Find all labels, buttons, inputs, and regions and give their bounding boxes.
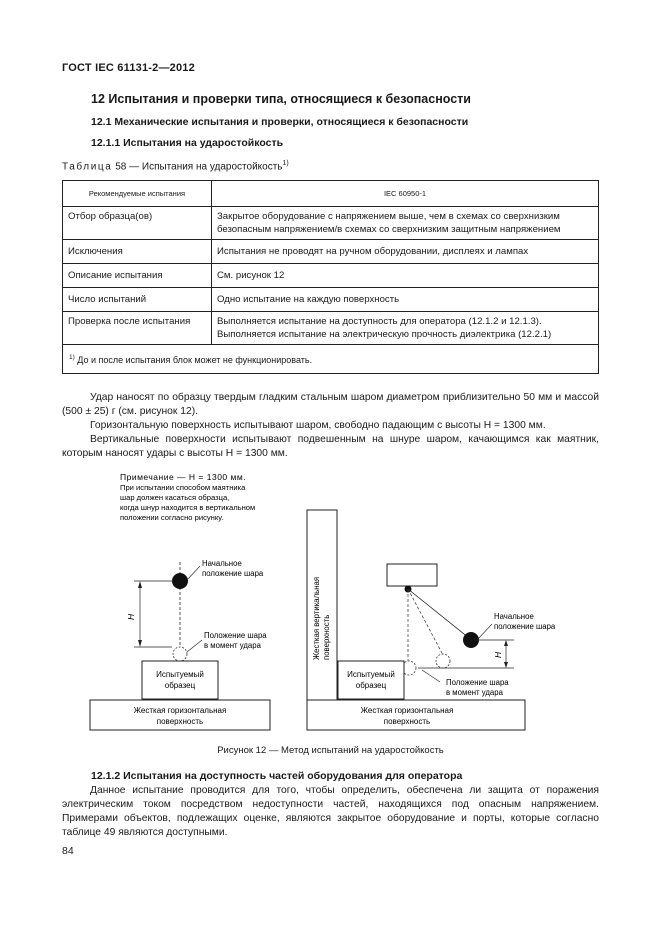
leader-line xyxy=(479,624,492,638)
specimen-label: образец xyxy=(164,681,196,690)
table-cell: Описание испытания xyxy=(63,264,212,288)
subsubsection-title: 12.1.1 Испытания на ударостойкость xyxy=(91,137,284,149)
leader-line xyxy=(422,670,440,682)
arrow-head-icon xyxy=(138,581,142,588)
table-footnote-row xyxy=(63,345,599,374)
leader-line xyxy=(187,640,202,652)
document-header: ГОСТ IEC 61131-2—2012 xyxy=(62,62,195,74)
figure-caption: Рисунок 12 — Метод испытаний на ударостойкость xyxy=(217,745,444,756)
pendulum-test-diagram xyxy=(307,510,556,730)
start-position-label: положение шара xyxy=(494,622,556,631)
table-cell: Проверка после испытания xyxy=(63,312,212,345)
table-cell: Выполняется испытание на доступность для оператора (12.1.2 и 12.1.3). Выполняется испытание на электрическую прочность диэлектрика (12.2.1) xyxy=(212,312,599,345)
table-cell: Число испытаний xyxy=(63,288,212,312)
pendulum-cord-start xyxy=(408,589,469,638)
impact-test-figure xyxy=(62,462,599,742)
impact-position-label: в момент удара xyxy=(446,688,503,697)
paragraph: Горизонтальную поверхность испытывают шаром, свободно падающим с высоты H = 1300 мм. xyxy=(90,420,546,431)
table-caption: Таблица 58 — Испытания на ударостойкость$^{1)}$ xyxy=(62,160,289,173)
figure-note-line: положении согласно рисунку. xyxy=(120,513,224,522)
table-cell: Отбор образца(ов) xyxy=(63,207,212,240)
ball-impact-icon xyxy=(173,647,187,661)
leader-line xyxy=(188,566,200,579)
test-specimen-box xyxy=(142,661,218,699)
height-label: H xyxy=(493,651,503,658)
table-cell: Исключения xyxy=(63,240,212,264)
table-header-cell: IEC 60950-1 xyxy=(212,181,599,207)
surface-label: поверхность xyxy=(156,717,204,726)
ball-start-icon xyxy=(172,573,188,589)
table-footnote: $^{1)}$ До и после испытания блок может не функционировать. xyxy=(63,345,599,374)
impact-test-table xyxy=(62,180,599,374)
page-number: 84 xyxy=(62,845,74,857)
surface-label: поверхность xyxy=(383,717,431,726)
start-position-label: положение шара xyxy=(202,569,264,578)
arrow-head-icon xyxy=(138,640,142,647)
subsection-title-12-1-2: 12.1.2 Испытания на доступность частей оборудования для оператора xyxy=(91,770,463,782)
impact-position-label: в момент удара xyxy=(204,641,261,650)
paragraph: Данное испытание проводится для того, чтобы определить, обеспечена ли защита от поражения электрическим током посредством недоступности частей, находящихся под опасным напряжением. Примерами объектов, подлежащих оценке, являются закрытое оборудование и порты, которые согласно таблице 49 являются доступными. xyxy=(62,785,599,838)
surface-label: Жесткая горизонтальная xyxy=(133,706,227,715)
table-cell: Одно испытание на каждую поверхность xyxy=(212,288,599,312)
surface-label: Жесткая горизонтальная xyxy=(360,706,454,715)
figure-note-line: шар должен касаться образца, xyxy=(120,493,230,502)
table-row xyxy=(63,312,599,345)
drop-test-diagram xyxy=(90,559,270,730)
section-title: 12 Испытания и проверки типа, относящиеся к безопасности xyxy=(91,92,471,106)
arrow-head-icon xyxy=(504,662,508,668)
paragraph: Удар наносят по образцу твердым гладким стальным шаром диаметром приблизительно 50 мм и массой (500 ± 25) г (см. рисунок 12). xyxy=(62,392,599,417)
figure-note-title: Примечание — H = 1300 мм. xyxy=(120,472,247,482)
pendulum-cord-mid xyxy=(408,589,443,655)
table-cell: Испытания не проводят на ручном оборудовании, дисплеях и лампах xyxy=(212,240,599,264)
impact-position-label: Положение шара xyxy=(204,631,267,640)
impact-position-label: Положение шара xyxy=(446,678,509,687)
subsection-title: 12.1 Механические испытания и проверки, относящиеся к безопасности xyxy=(91,116,469,128)
table-row xyxy=(63,264,599,288)
table-header-row xyxy=(63,181,599,207)
vertical-surface-label: поверхность xyxy=(322,614,331,660)
start-position-label: Начальное xyxy=(202,559,242,568)
start-position-label: Начальное xyxy=(494,612,534,621)
figure-note-line: когда шнур находится в вертикальном xyxy=(120,503,256,512)
figure-note-line: При испытании способом маятника xyxy=(120,483,246,492)
table-cell: Закрытое оборудование с напряжением выше, чем в схемах со сверхнизким безопасным напряжением/в схемах со сверхнизким защитным напряжением xyxy=(212,207,599,240)
arrow-head-icon xyxy=(504,640,508,646)
table-cell: См. рисунок 12 xyxy=(212,264,599,288)
height-label: H xyxy=(126,613,136,620)
specimen-label: Испытуемый xyxy=(347,670,395,679)
test-specimen-box xyxy=(338,661,404,699)
table-row xyxy=(63,240,599,264)
specimen-label: образец xyxy=(355,681,387,690)
vertical-surface-label: Жесткая вертикальная xyxy=(312,576,321,660)
paragraph: Вертикальные поверхности испытывают подвешенным на шнуре шаром, качающимся как маятник, которым наносят удары с высоты H = 1300 мм. xyxy=(62,434,599,459)
table-row xyxy=(63,207,599,240)
table-header-cell: Рекомендуемые испытания xyxy=(63,181,212,207)
pendulum-mount-box xyxy=(387,564,437,586)
specimen-label: Испытуемый xyxy=(156,670,204,679)
ball-mid-icon xyxy=(436,654,450,668)
table-row xyxy=(63,288,599,312)
